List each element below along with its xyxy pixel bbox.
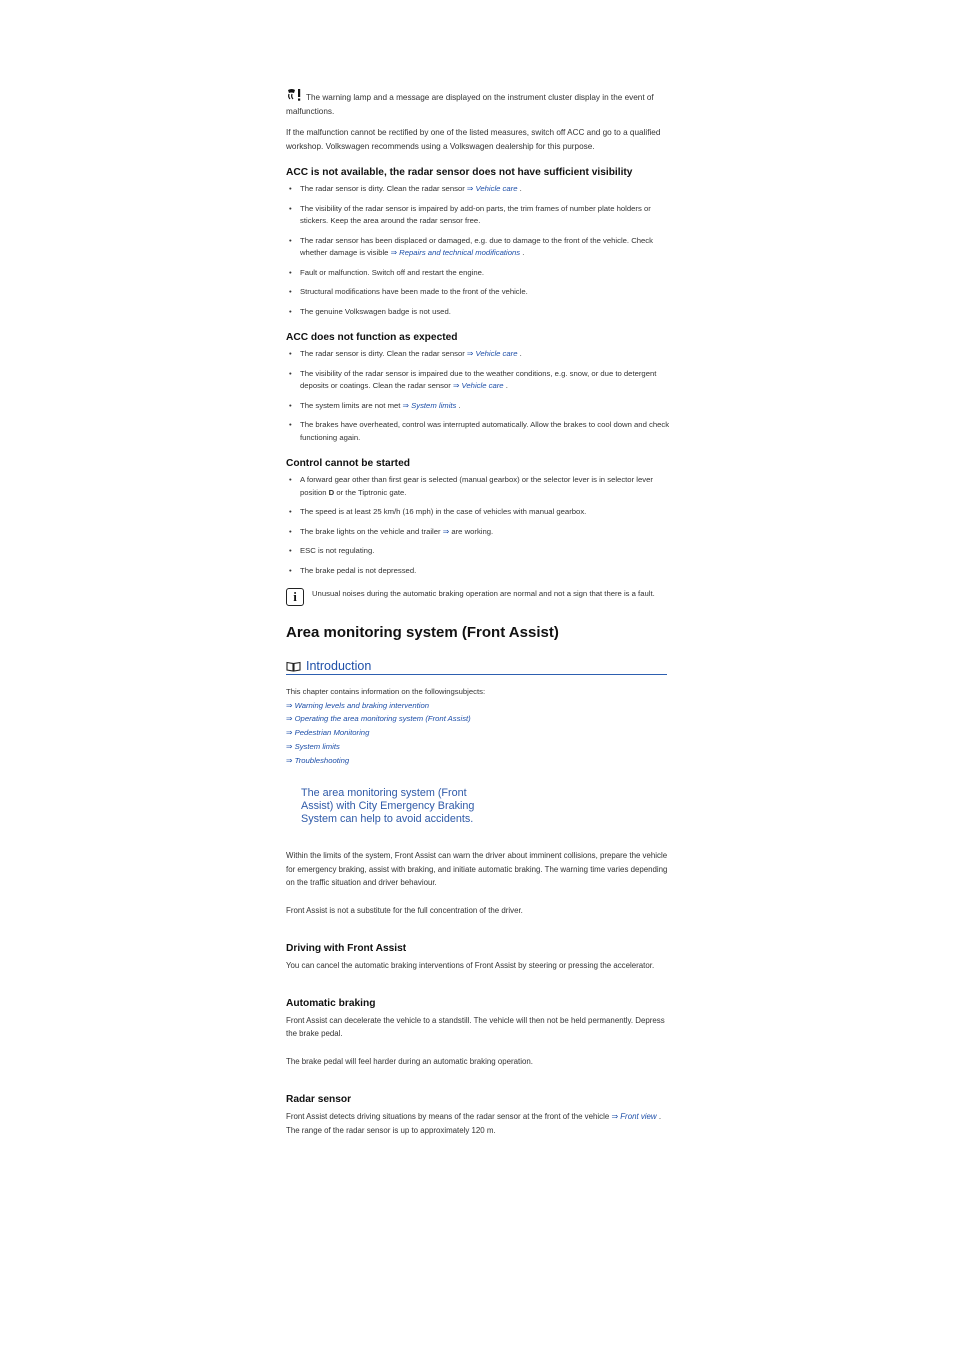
links-lead: This chapter contains information on the followingsubjects: xyxy=(286,687,486,696)
link-system-limits[interactable]: ⇒ System limits xyxy=(286,741,340,751)
driving-text: You can cancel the automatic braking interventions of Front Assist by steering or pressing the accelerator. xyxy=(286,961,655,971)
section-heading: Control cannot be started xyxy=(286,458,410,469)
link-warning-levels[interactable]: ⇒ Warning levels and braking intervention xyxy=(286,700,430,710)
list-item: • The visibility of the radar sensor is impaired due to the weather conditions, e.g. snow, or due to detergent deposits or coatings. Clean the radar sensor ⇒ Vehicle care . xyxy=(286,368,670,393)
pull-quote: The area monitoring system (Front Assist) with City Emergency Braking System can help to avoid accidents. xyxy=(301,787,475,826)
bullet-list xyxy=(286,183,670,318)
link-vehicle-care[interactable]: ⇒ Vehicle care xyxy=(466,184,518,193)
list-item: • The brake pedal is not depressed. xyxy=(286,565,670,578)
section-control-cannot-start xyxy=(286,458,670,577)
warning-lamp-icon xyxy=(286,88,304,102)
link-arrow[interactable]: ⇒ xyxy=(442,526,450,536)
introduction-heading xyxy=(286,659,667,675)
list-item: • The speed is at least 25 km/h (16 mph) in the case of vehicles with manual gearbox. xyxy=(286,506,670,519)
info-note-text: Unusual noises during the automatic braking operation are normal and not a sign that there is a fault. xyxy=(312,589,655,598)
brake-pedal-text: The brake pedal will feel harder during an automatic braking operation. xyxy=(286,1056,533,1066)
link-front-view[interactable]: ⇒ Front view xyxy=(611,1112,657,1122)
list-item: • The brakes have overheated, control was interrupted automatically. Allow the brakes to cool down and check functioning again. xyxy=(286,419,670,444)
link-pedestrian-monitoring[interactable]: ⇒ Pedestrian Monitoring xyxy=(286,728,370,738)
front-assist-paragraph: Within the limits of the system, Front Assist can warn the driver about imminent collisions, prepare the vehicle for emergency braking, assist with braking, and initiate automatic braking. The warning time varies depending on the traffic situation and driver behaviour. xyxy=(286,851,668,888)
list-item: • The visibility of the radar sensor is impaired by add-on parts, the trim frames of number plate holders or stickers. Keep the area around the radar sensor free. xyxy=(286,203,670,228)
concentration-paragraph: Front Assist is not a substitute for the full concentration of the driver. xyxy=(286,905,523,915)
main-heading: Area monitoring system (Front Assist) xyxy=(286,624,559,641)
auto-braking-text: Front Assist can decelerate the vehicle to a standstill. The vehicle will then not be held permanently. Depress the brake pedal. xyxy=(286,1015,665,1039)
section-acc-not-available xyxy=(286,167,670,318)
list-item: • The radar sensor is dirty. Clean the radar sensor ⇒ Vehicle care . xyxy=(286,348,670,361)
list-item: • The radar sensor is dirty. Clean the radar sensor ⇒ Vehicle care . xyxy=(286,183,670,196)
bullet-list xyxy=(286,348,670,444)
list-item: • Fault or malfunction. Switch off and restart the engine. xyxy=(286,267,670,280)
radar-heading: Radar sensor xyxy=(286,1094,352,1106)
list-item: • ESC is not regulating. xyxy=(286,545,670,558)
warning-text: The warning lamp and a message are displayed on the instrument cluster display in the event of malfunctions. xyxy=(286,93,654,116)
radar-text: Front Assist detects driving situations by means of the radar sensor at the front of the vehicle ⇒ Front view . The range of the radar sensor is up to approximately 120 m. xyxy=(286,1112,662,1135)
list-item: • The system limits are not met ⇒ System limits . xyxy=(286,400,670,413)
link-system-limits[interactable]: ⇒ System limits xyxy=(402,400,457,410)
introduction-title: Introduction xyxy=(306,659,372,673)
list-item: • A forward gear other than first gear is selected (manual gearbox) or the selector lever is in selector lever position D or the Tiptronic gate. xyxy=(286,474,670,499)
info-note xyxy=(286,587,670,606)
selector-position: D xyxy=(328,487,335,497)
subject-links xyxy=(286,685,670,767)
list-item: • The genuine Volkswagen badge is not used. xyxy=(286,306,670,319)
link-vehicle-care[interactable]: ⇒ Vehicle care xyxy=(452,381,504,390)
warning-paragraph xyxy=(286,88,670,118)
driving-heading: Driving with Front Assist xyxy=(286,943,407,955)
link-operating-front-assist[interactable]: ⇒ Operating the area monitoring system (Front Assist) xyxy=(286,714,471,724)
list-item: • Structural modifications have been made to the front of the vehicle. xyxy=(286,286,670,299)
link-repairs[interactable]: ⇒ Repairs and technical modifications xyxy=(390,248,521,257)
auto-braking-heading: Automatic braking xyxy=(286,997,376,1009)
section-heading: ACC does not function as expected xyxy=(286,332,458,343)
list-item: • The radar sensor has been displaced or damaged, e.g. due to damage to the front of the vehicle. Check whether damage is visible ⇒ Repairs and technical modifications . xyxy=(286,235,670,260)
malfunction-note: If the malfunction cannot be rectified by one of the listed measures, switch off ACC and go to a qualified workshop. Volkswagen recommends using a Volkswagen dealership for this purpose. xyxy=(286,128,661,151)
link-vehicle-care[interactable]: ⇒ Vehicle care xyxy=(466,349,518,358)
document-page xyxy=(286,88,670,1137)
book-icon xyxy=(286,661,301,672)
info-icon: i xyxy=(286,588,304,606)
list-item: • The brake lights on the vehicle and trailer ⇒ are working. xyxy=(286,526,670,539)
section-heading: ACC is not available, the radar sensor does not have sufficient visibility xyxy=(286,167,633,178)
bullet-list xyxy=(286,474,670,577)
link-troubleshooting[interactable]: ⇒ Troubleshooting xyxy=(286,755,350,765)
section-acc-not-as-expected xyxy=(286,332,670,444)
